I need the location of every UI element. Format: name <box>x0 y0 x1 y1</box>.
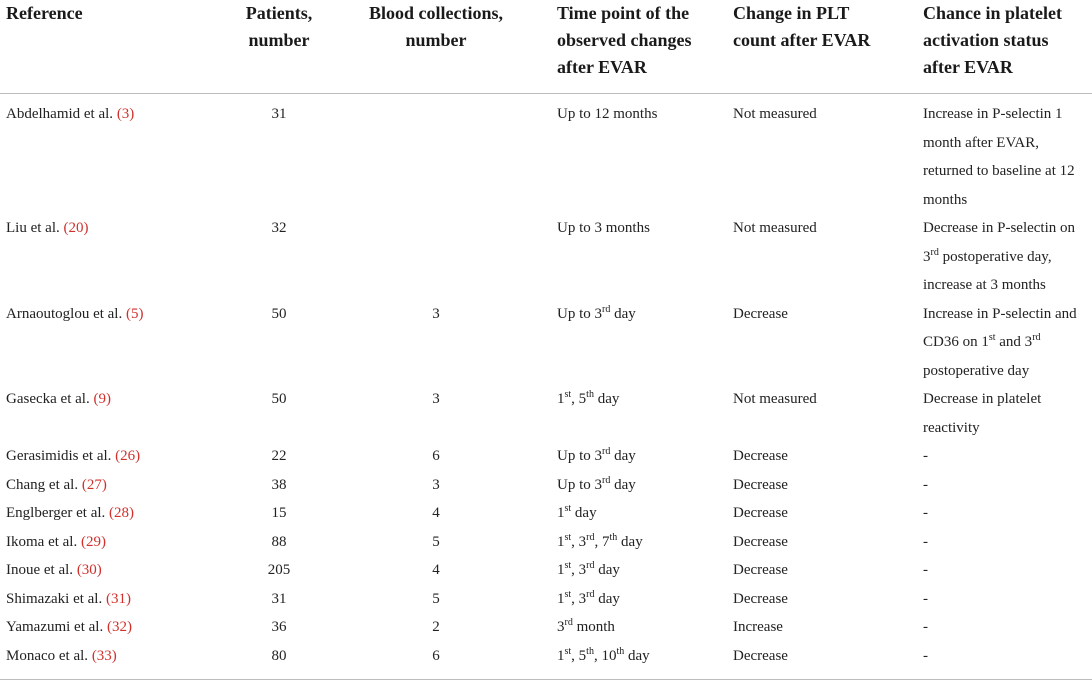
reference-cell <box>0 528 225 557</box>
reference-cell <box>0 642 225 680</box>
table-body <box>0 94 1092 680</box>
time-point-cell <box>539 642 729 680</box>
time-point-text: 1 <box>557 391 565 407</box>
plt-change-cell <box>729 300 921 386</box>
time-point-cell <box>539 471 729 500</box>
activation-change-cell <box>921 214 1092 300</box>
plt-change-value: Decrease <box>733 476 788 493</box>
activation-change-cell <box>921 300 1092 386</box>
table-row <box>0 300 1092 386</box>
time-point-text: 1 <box>557 562 565 578</box>
table-row <box>0 94 1092 215</box>
time-point-ordinal: st <box>564 389 572 400</box>
plt-change-cell <box>729 613 921 642</box>
plt-change-value: Not measured <box>733 220 817 236</box>
time-point-cell <box>539 300 729 386</box>
activation-change-text: - <box>923 647 928 664</box>
plt-change-cell <box>729 499 921 528</box>
activation-change-text: - <box>923 533 928 550</box>
patients-cell <box>225 642 333 680</box>
blood-collections-value: 3 <box>432 476 440 493</box>
activation-change-text: - <box>923 619 928 635</box>
time-point-text: Up to 3 <box>557 448 602 464</box>
time-point-text: , 3 <box>571 590 587 607</box>
activation-change-cell <box>921 442 1092 471</box>
time-point-ordinal: th <box>609 531 618 543</box>
plt-change-cell <box>729 214 921 300</box>
citation-link[interactable]: (31) <box>105 590 131 607</box>
time-point-cell <box>539 94 729 215</box>
blood-collections-cell <box>333 94 539 215</box>
activation-change-text: - <box>923 505 928 521</box>
reference-cell <box>0 385 225 442</box>
reference-cell <box>0 613 225 642</box>
header-activation-change: Chance in platelet activation status after EVAR <box>923 3 1062 77</box>
reference-author: Yamazumi et al. <box>6 619 104 635</box>
activation-change-ordinal: rd <box>930 246 939 258</box>
patients-cell <box>225 613 333 642</box>
blood-collections-value: 3 <box>432 391 440 407</box>
time-point-text: 1 <box>557 533 565 550</box>
table-row <box>0 442 1092 471</box>
citation-link[interactable]: (26) <box>115 448 141 464</box>
patients-value: 15 <box>271 505 287 521</box>
plt-change-cell <box>729 556 921 585</box>
header-plt-change: Change in PLT count after EVAR <box>733 3 871 50</box>
reference-cell <box>0 300 225 386</box>
patients-cell <box>225 585 333 614</box>
header-time-point: Time point of the observed changes after EVAR <box>557 3 692 77</box>
reference-cell <box>0 442 225 471</box>
time-point-ordinal: st <box>564 531 572 543</box>
reference-cell <box>0 585 225 614</box>
time-point-ordinal: th <box>586 645 594 657</box>
patients-cell <box>225 94 333 215</box>
patients-value: 50 <box>271 391 287 407</box>
citation-link[interactable]: (30) <box>76 562 102 578</box>
reference-author: Abdelhamid et al. <box>6 106 114 122</box>
reference-cell <box>0 471 225 500</box>
table-row <box>0 642 1092 680</box>
activation-change-text: Increase in P-selectin and CD36 on 1 <box>923 305 1077 350</box>
activation-change-cell <box>921 642 1092 680</box>
reference-cell <box>0 556 225 585</box>
activation-change-cell <box>921 585 1092 614</box>
reference-author: Inoue et al. <box>6 562 74 578</box>
activation-change-text: and 3 <box>995 334 1033 350</box>
plt-change-cell <box>729 471 921 500</box>
patients-value: 31 <box>271 590 287 607</box>
time-point-ordinal: th <box>616 645 625 657</box>
header-blood-collections: Blood collections, number <box>369 3 503 50</box>
header-patients: Patients, number <box>245 3 313 50</box>
blood-collections-value: 3 <box>432 305 440 322</box>
time-point-text: 1 <box>557 590 565 607</box>
time-point-cell <box>539 613 729 642</box>
activation-change-cell <box>921 94 1092 215</box>
activation-change-text: Increase in P-selectin 1 month after EVAR, returned to baseline at 12 months <box>923 106 1075 208</box>
patients-value: 38 <box>271 476 287 493</box>
time-point-text: Up to 3 <box>557 476 602 493</box>
time-point-text: Up to 3 <box>557 305 602 322</box>
time-point-text: 1 <box>557 647 565 664</box>
plt-change-value: Decrease <box>733 448 788 464</box>
table-row <box>0 214 1092 300</box>
time-point-text: , 5 <box>571 391 587 407</box>
time-point-ordinal: th <box>586 389 594 400</box>
reference-author: Gasecka et al. <box>6 391 90 407</box>
citation-link[interactable]: (28) <box>109 505 135 521</box>
patients-cell <box>225 300 333 386</box>
blood-collections-value: 5 <box>432 590 440 607</box>
patients-cell <box>225 214 333 300</box>
blood-collections-cell <box>333 471 539 500</box>
time-point-ordinal: st <box>564 588 572 600</box>
reference-author: Liu et al. <box>6 220 60 236</box>
patients-cell <box>225 499 333 528</box>
time-point-ordinal: rd <box>602 446 611 457</box>
blood-collections-value: 4 <box>432 562 440 578</box>
reference-author: Ikoma et al. <box>6 533 78 550</box>
patients-cell <box>225 528 333 557</box>
activation-change-text: - <box>923 448 928 464</box>
blood-collections-cell <box>333 528 539 557</box>
time-point-text: day <box>610 448 636 464</box>
plt-change-value: Decrease <box>733 562 788 578</box>
blood-collections-cell <box>333 556 539 585</box>
patients-value: 22 <box>271 448 287 464</box>
plt-change-value: Decrease <box>733 305 788 322</box>
plt-change-value: Decrease <box>733 505 788 521</box>
blood-collections-value: 6 <box>432 448 440 464</box>
blood-collections-value: 6 <box>432 647 440 664</box>
citation-link[interactable]: (32) <box>106 619 132 635</box>
time-point-text: day <box>594 590 620 607</box>
time-point-text: 3 <box>557 619 565 635</box>
activation-change-ordinal: st <box>988 332 996 343</box>
activation-change-text: - <box>923 590 928 607</box>
table-row <box>0 585 1092 614</box>
time-point-ordinal: rd <box>586 588 595 600</box>
patients-cell <box>225 556 333 585</box>
plt-change-cell <box>729 585 921 614</box>
citation-link[interactable]: (29) <box>80 533 106 550</box>
activation-change-ordinal: rd <box>1032 332 1041 343</box>
time-point-ordinal: rd <box>602 474 611 486</box>
table-row <box>0 385 1092 442</box>
activation-change-cell <box>921 385 1092 442</box>
activation-change-text: Decrease in P-selectin on <box>923 220 1076 236</box>
time-point-cell <box>539 585 729 614</box>
blood-collections-cell <box>333 613 539 642</box>
time-point-text: day <box>571 505 597 521</box>
time-point-text: day <box>610 305 636 322</box>
time-point-ordinal: rd <box>602 303 611 315</box>
time-point-text: Up to 12 months <box>557 106 658 122</box>
table-row <box>0 613 1092 642</box>
blood-collections-cell <box>333 300 539 386</box>
patients-value: 80 <box>271 647 287 664</box>
time-point-cell <box>539 385 729 442</box>
blood-collections-cell <box>333 385 539 442</box>
reference-cell <box>0 94 225 215</box>
reference-author: Gerasimidis et al. <box>6 448 112 464</box>
activation-change-text: - <box>923 562 928 578</box>
blood-collections-value: 4 <box>432 505 440 521</box>
time-point-text: day <box>593 391 620 407</box>
plt-change-value: Decrease <box>733 590 788 607</box>
blood-collections-value: 5 <box>432 533 440 550</box>
plt-change-cell <box>729 385 921 442</box>
blood-collections-cell <box>333 442 539 471</box>
table-row <box>0 499 1092 528</box>
time-point-text: , 5 <box>571 647 587 664</box>
reference-author: Shimazaki et al. <box>6 590 103 607</box>
plt-change-cell <box>729 94 921 215</box>
time-point-ordinal: st <box>564 560 572 571</box>
patients-value: 205 <box>267 562 291 578</box>
time-point-ordinal: st <box>564 503 572 514</box>
plt-change-cell <box>729 642 921 680</box>
plt-change-value: Not measured <box>733 106 817 122</box>
citation-link[interactable]: (27) <box>81 476 107 493</box>
activation-change-text: postoperative day <box>923 362 1030 379</box>
time-point-ordinal: st <box>564 645 572 657</box>
activation-change-cell <box>921 471 1092 500</box>
plt-change-cell <box>729 442 921 471</box>
time-point-text: day <box>594 562 620 578</box>
time-point-text: day <box>610 476 636 493</box>
patients-cell <box>225 442 333 471</box>
activation-change-cell <box>921 528 1092 557</box>
activation-change-text: postoperative day, increase at 3 months <box>923 248 1052 293</box>
time-point-cell <box>539 499 729 528</box>
reference-cell <box>0 214 225 300</box>
time-point-ordinal: rd <box>586 531 595 543</box>
table-header <box>0 0 1092 94</box>
citation-link[interactable]: (33) <box>91 647 117 664</box>
time-point-ordinal: rd <box>564 617 573 628</box>
time-point-text: month <box>572 619 615 635</box>
citation-link[interactable]: (9) <box>93 391 111 407</box>
header-row <box>0 0 1092 94</box>
activation-change-text: Decrease in platelet reactivity <box>923 391 1042 436</box>
reference-author: Arnaoutoglou et al. <box>6 305 123 322</box>
header-reference: Reference <box>6 3 83 23</box>
time-point-text: day <box>617 533 643 550</box>
patients-cell <box>225 471 333 500</box>
blood-collections-cell <box>333 499 539 528</box>
time-point-cell <box>539 214 729 300</box>
blood-collections-value: 2 <box>432 619 440 635</box>
reference-author: Monaco et al. <box>6 647 89 664</box>
table-row <box>0 528 1092 557</box>
time-point-text: , 7 <box>594 533 610 550</box>
blood-collections-cell <box>333 214 539 300</box>
time-point-text: , 3 <box>571 562 587 578</box>
time-point-ordinal: rd <box>586 560 595 571</box>
time-point-cell <box>539 528 729 557</box>
table-row <box>0 556 1092 585</box>
plt-change-value: Increase <box>733 619 783 635</box>
plt-change-value: Decrease <box>733 533 788 550</box>
activation-change-cell <box>921 556 1092 585</box>
activation-change-cell <box>921 613 1092 642</box>
patients-value: 88 <box>271 533 287 550</box>
plt-change-cell <box>729 528 921 557</box>
reference-author: Englberger et al. <box>6 505 106 521</box>
reference-author: Chang et al. <box>6 476 79 493</box>
time-point-text: day <box>624 647 650 664</box>
plt-change-value: Decrease <box>733 647 788 664</box>
activation-change-text: 3 <box>923 248 931 265</box>
patients-value: 50 <box>271 305 287 322</box>
time-point-cell <box>539 442 729 471</box>
time-point-text: 1 <box>557 505 565 521</box>
activation-change-text: - <box>923 476 928 493</box>
patients-value: 31 <box>271 106 287 122</box>
patients-value: 36 <box>271 619 287 635</box>
time-point-text: , 10 <box>593 647 617 664</box>
blood-collections-cell <box>333 585 539 614</box>
blood-collections-cell <box>333 642 539 680</box>
activation-change-cell <box>921 499 1092 528</box>
patients-cell <box>225 385 333 442</box>
citation-link[interactable]: (20) <box>63 220 89 236</box>
plt-change-value: Not measured <box>733 391 817 407</box>
reference-cell <box>0 499 225 528</box>
time-point-text: Up to 3 months <box>557 220 650 236</box>
patients-value: 32 <box>271 220 287 236</box>
citation-link[interactable]: (3) <box>116 106 135 122</box>
time-point-cell <box>539 556 729 585</box>
citation-link[interactable]: (5) <box>125 305 144 322</box>
time-point-text: , 3 <box>571 533 587 550</box>
table-row <box>0 471 1092 500</box>
